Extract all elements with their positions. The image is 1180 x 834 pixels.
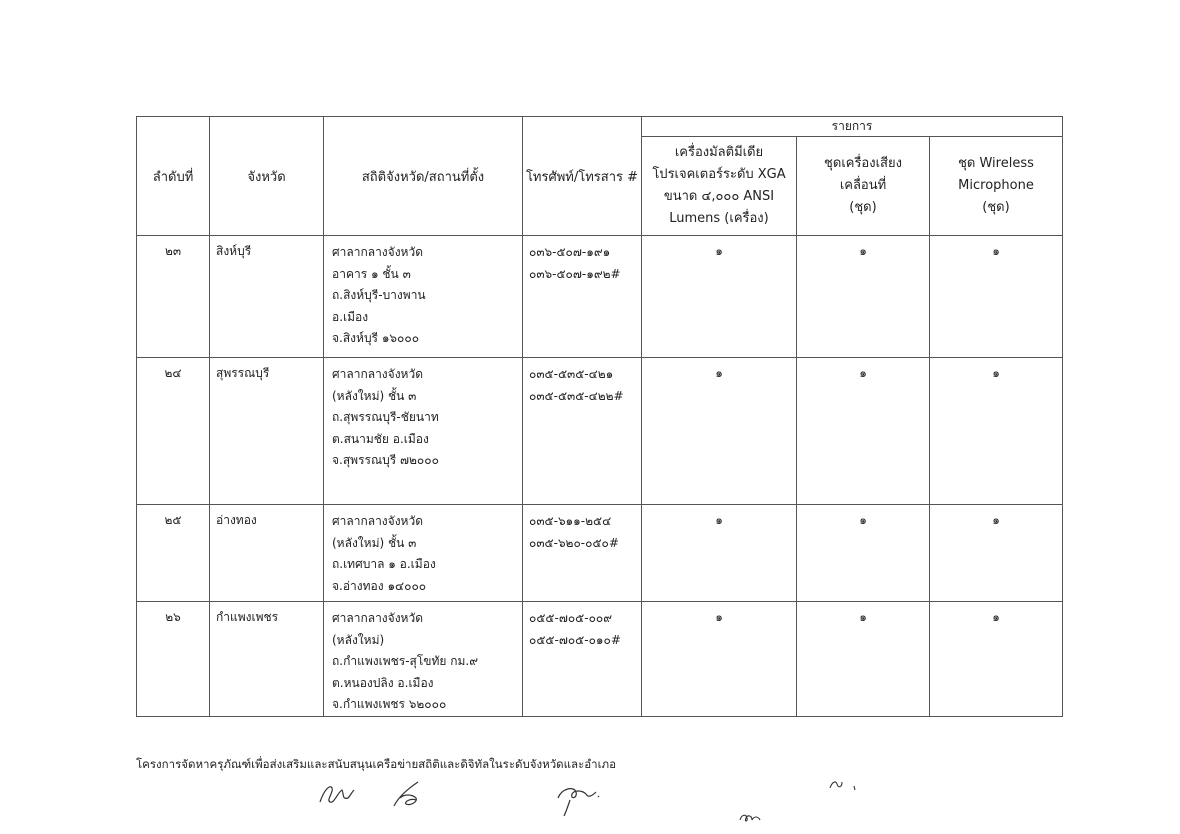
address-line: ศาลากลางจังหวัด (332, 611, 423, 625)
header-wireless-line: ชุด Wireless (958, 156, 1034, 171)
address-line: จ.สุพรรณบุรี ๗๒๐๐๐ (332, 453, 439, 467)
row-wireless-qty: ๑ (930, 236, 1063, 358)
table-row (137, 505, 1063, 602)
address-line: (หลังใหม่) ชั้น ๓ (332, 535, 417, 550)
row-no: ๒๔ (137, 358, 210, 505)
table-row (137, 358, 1063, 505)
row-address (324, 505, 523, 602)
header-projector-line: เครื่องมัลติมีเดีย (674, 145, 764, 160)
header-sound-line: (ชุด) (849, 200, 877, 215)
header-projector-line: ขนาด ๔,๐๐๐ ANSI (663, 189, 775, 204)
row-phone (523, 602, 642, 717)
row-wireless-qty: ๑ (930, 505, 1063, 602)
footer-project-text: โครงการจัดหาครุภัณฑ์เพื่อส่งเสริมและสนับสนุนเครือข่ายสถิติและดิจิทัลในระดับจังหวัดและอำเภอ (136, 757, 617, 771)
row-sound-qty: ๑ (797, 505, 930, 602)
address-line: อาคาร ๑ ชั้น ๓ (332, 266, 411, 281)
address-line: ศาลากลางจังหวัด (332, 245, 423, 259)
address-line: (หลังใหม่) (332, 632, 385, 647)
row-no: ๒๓ (137, 236, 210, 358)
initials-mark (738, 806, 764, 826)
header-projector (642, 137, 797, 236)
address-line: ถ.เทศบาล ๑ อ.เมือง (332, 557, 436, 571)
header-projector-line: Lumens (เครื่อง) (669, 211, 769, 226)
header-office: สถิติจังหวัด/สถานที่ตั้ง (324, 117, 523, 236)
header-sound (797, 137, 930, 236)
row-province: กำแพงเพชร (210, 602, 324, 717)
phone-line: ๐๕๕-๗๐๕-๐๑๐# (529, 632, 621, 647)
row-sound-qty: ๑ (797, 236, 930, 358)
row-phone (523, 358, 642, 505)
address-line: จ.อ่างทอง ๑๔๐๐๐ (332, 578, 427, 593)
signature-2 (388, 776, 428, 812)
address-line: จ.กำแพงเพชร ๖๒๐๐๐ (332, 697, 447, 711)
address-line: ถ.กำแพงเพชร-สุโขทัย กม.๙ (332, 654, 479, 668)
header-wireless-line: Microphone (958, 178, 1034, 193)
equipment-table (136, 116, 1063, 717)
row-address (324, 602, 523, 717)
address-line: ต.หนองปลิง อ.เมือง (332, 675, 434, 690)
phone-line: ๐๓๖-๕๐๗-๑๙๒# (529, 266, 621, 281)
address-line: (หลังใหม่) ชั้น ๓ (332, 388, 417, 403)
header-wireless (930, 137, 1063, 236)
row-phone (523, 505, 642, 602)
initials-mark-2 (828, 776, 864, 794)
phone-line: ๐๓๕-๖๑๑-๒๕๔ (529, 514, 612, 528)
table-row (137, 236, 1063, 358)
table-row (137, 602, 1063, 717)
row-projector-qty: ๑ (642, 505, 797, 602)
row-province: อ่างทอง (210, 505, 324, 602)
header-province: จังหวัด (210, 117, 324, 236)
row-address (324, 358, 523, 505)
phone-line: ๐๓๕-๕๓๕-๔๒๒# (529, 388, 624, 403)
header-group-items: รายการ (642, 117, 1063, 137)
row-province: สุพรรณบุรี (210, 358, 324, 505)
row-wireless-qty: ๑ (930, 602, 1063, 717)
header-projector-line: โปรเจคเตอร์ระดับ XGA (652, 167, 786, 182)
header-sound-line: ชุดเครื่องเสียง (824, 156, 902, 171)
row-sound-qty: ๑ (797, 602, 930, 717)
row-sound-qty: ๑ (797, 358, 930, 505)
header-sound-line: เคลื่อนที่ (839, 178, 887, 193)
row-no: ๒๕ (137, 505, 210, 602)
address-line: อ.เมือง (332, 309, 369, 324)
row-address (324, 236, 523, 358)
row-projector-qty: ๑ (642, 602, 797, 717)
signature-3 (552, 778, 602, 818)
address-line: ต.สนามชัย อ.เมือง (332, 431, 429, 446)
row-projector-qty: ๑ (642, 358, 797, 505)
header-wireless-line: (ชุด) (982, 200, 1010, 215)
address-line: ศาลากลางจังหวัด (332, 514, 423, 528)
phone-line: ๐๓๕-๕๓๕-๔๒๑ (529, 367, 614, 381)
row-phone (523, 236, 642, 358)
phone-line: ๐๓๖-๕๐๗-๑๙๑ (529, 245, 611, 259)
row-wireless-qty: ๑ (930, 358, 1063, 505)
phone-line: ๐๕๕-๗๐๕-๐๐๙ (529, 611, 613, 625)
address-line: ศาลากลางจังหวัด (332, 367, 423, 381)
address-line: ถ.สิงห์บุรี-บางพาน (332, 288, 426, 302)
address-line: ถ.สุพรรณบุรี-ชัยนาท (332, 410, 439, 424)
row-province: สิงห์บุรี (210, 236, 324, 358)
signature-1 (316, 780, 356, 808)
header-phone: โทรศัพท์/โทรสาร # (523, 117, 642, 236)
row-projector-qty: ๑ (642, 236, 797, 358)
header-no: ลำดับที่ (137, 117, 210, 236)
phone-line: ๐๓๕-๖๒๐-๐๕๐# (529, 535, 619, 550)
address-line: จ.สิงห์บุรี ๑๖๐๐๐ (332, 331, 420, 345)
row-no: ๒๖ (137, 602, 210, 717)
